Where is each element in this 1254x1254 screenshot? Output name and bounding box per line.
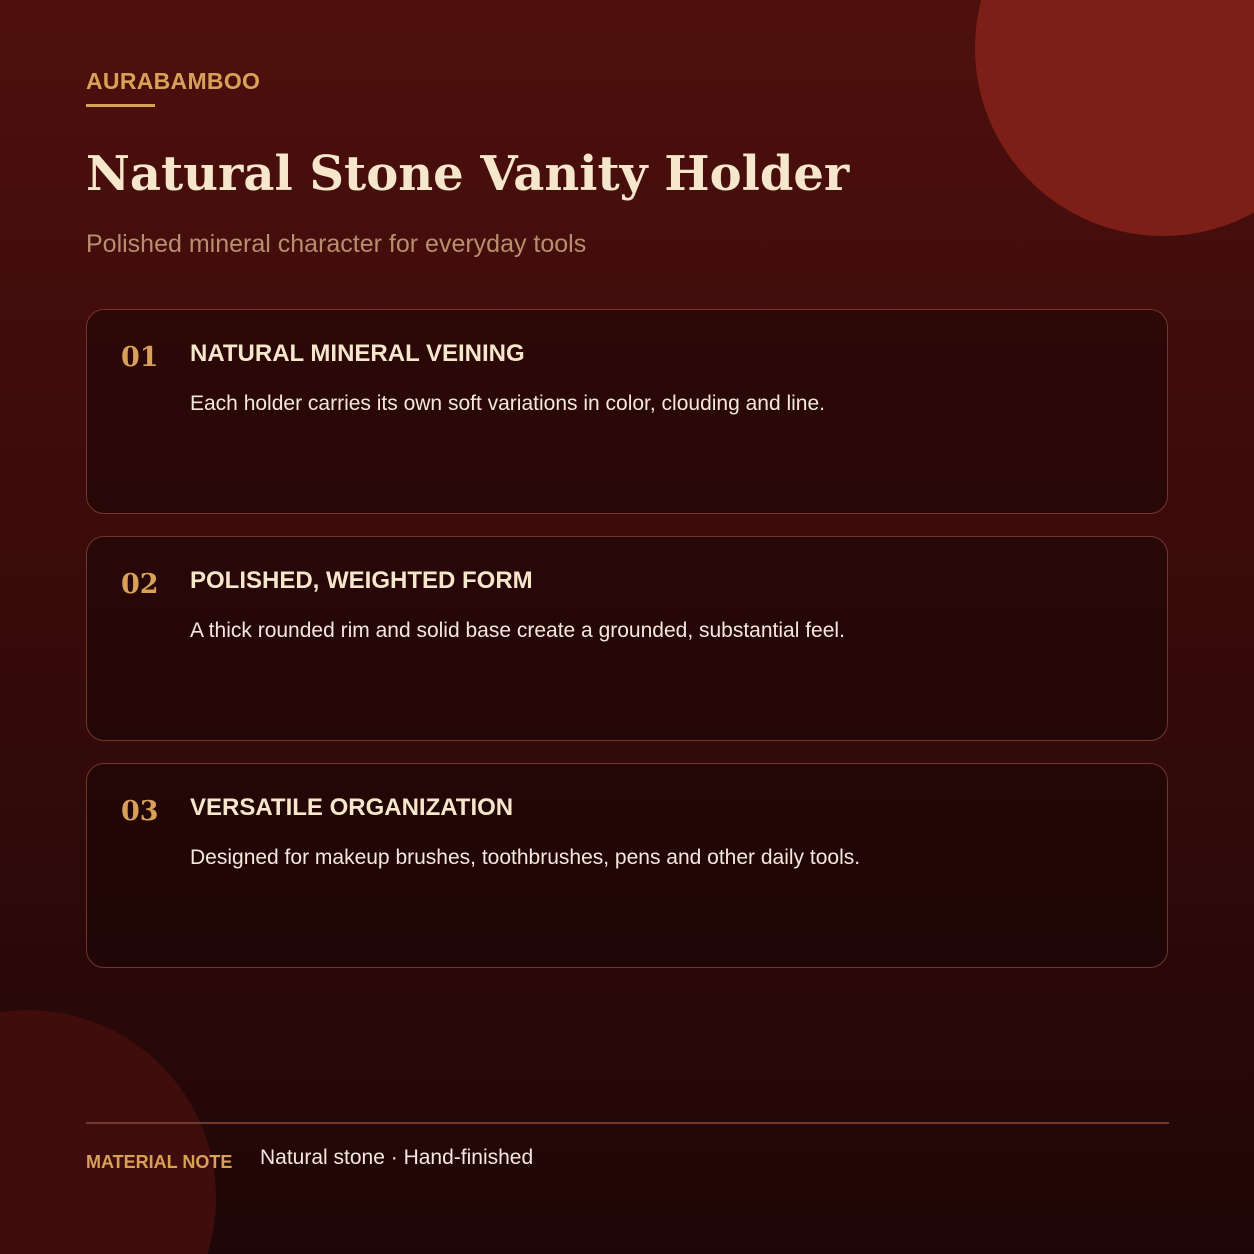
feature-card-2 xyxy=(86,536,1168,741)
feature-card-1 xyxy=(86,309,1168,514)
footer-divider xyxy=(86,1122,1169,1124)
feature-description: Each holder carries its own soft variations in color, clouding and line. xyxy=(190,392,826,415)
feature-card-3 xyxy=(86,763,1168,968)
feature-number: 03 xyxy=(121,796,159,827)
decorative-circle-bottom xyxy=(0,1010,216,1254)
feature-description: Designed for makeup brushes, toothbrushes, pens and other daily tools. xyxy=(190,846,861,869)
page-title: Natural Stone Vanity Holder xyxy=(86,146,850,202)
brand-underline xyxy=(86,104,155,107)
feature-title: VERSATILE ORGANIZATION xyxy=(190,794,514,821)
feature-number: 02 xyxy=(121,569,159,600)
material-note-value: Natural stone · Hand-finished xyxy=(260,1146,534,1169)
material-note-label: MATERIAL NOTE xyxy=(86,1152,233,1172)
feature-title: NATURAL MINERAL VEINING xyxy=(190,340,525,367)
feature-title: POLISHED, WEIGHTED FORM xyxy=(190,567,533,594)
feature-description: A thick rounded rim and solid base create a grounded, substantial feel. xyxy=(190,619,845,642)
page-subtitle: Polished mineral character for everyday tools xyxy=(86,230,587,258)
feature-number: 01 xyxy=(121,342,159,373)
decorative-circle-top xyxy=(975,0,1254,236)
brand-name: AURABAMBOO xyxy=(86,68,261,94)
